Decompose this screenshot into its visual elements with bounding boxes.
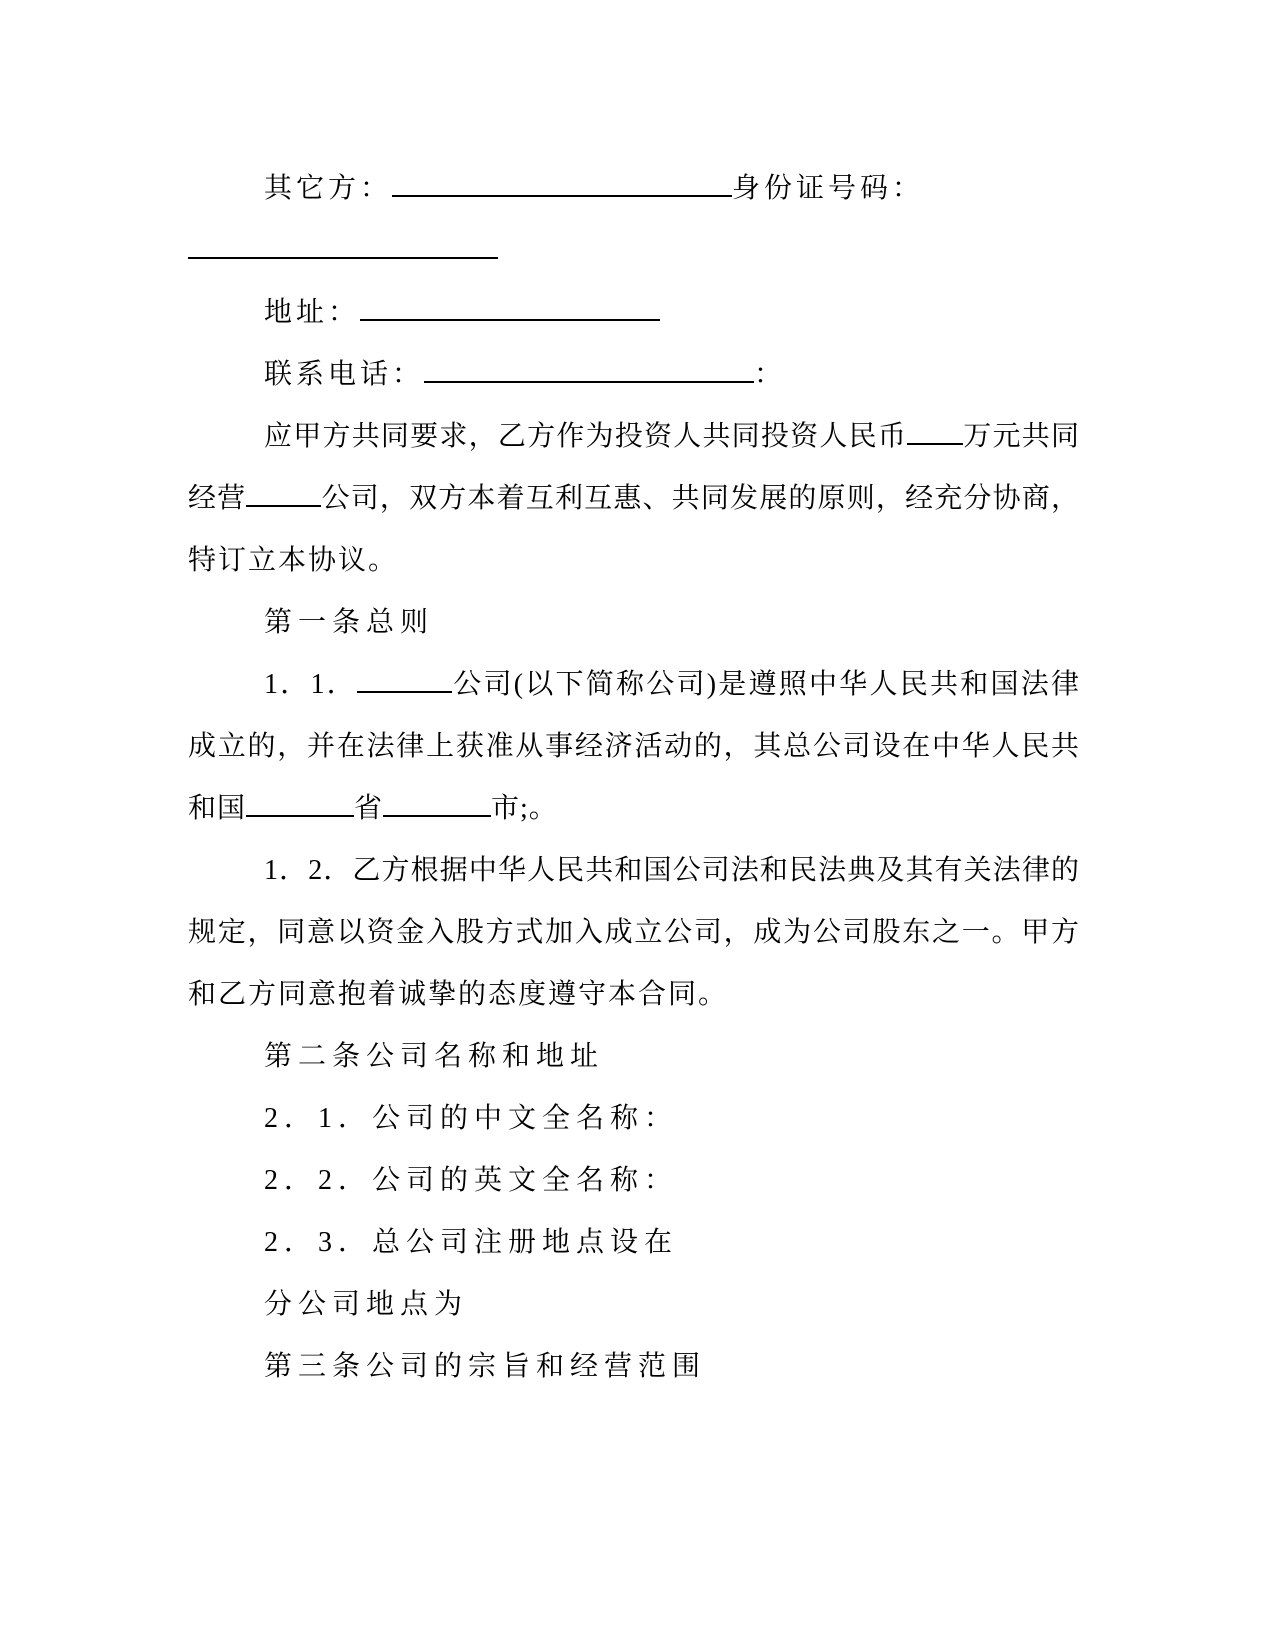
line-preamble-2-fill-in-blank (246, 503, 321, 507)
line-branch-location (264, 1274, 1080, 1336)
heading-article-3-text: 第三条公司的宗旨和经营范围 (264, 1351, 707, 1382)
heading-article-3 (264, 1336, 1080, 1398)
line-other-party (264, 158, 1080, 220)
heading-article-1 (264, 592, 1080, 654)
line-clause-2-2-text: 2．2．公司的英文全名称： (264, 1165, 679, 1196)
line-clause-1-1c (188, 778, 1080, 840)
line-clause-1-1a (264, 654, 1080, 716)
line-clause-2-3 (264, 1212, 1080, 1274)
heading-article-1-text: 第一条总则 (264, 607, 435, 638)
heading-article-2-text: 第二条公司名称和地址 (264, 1041, 605, 1072)
line-other-party-fill-in-blank (392, 193, 732, 197)
line-address-fill-in-blank (360, 317, 660, 321)
line-clause-1-1c-text: 和国 (188, 793, 247, 824)
line-phone-text: ： (754, 359, 787, 390)
heading-article-2 (264, 1026, 1080, 1088)
line-clause-1-1a-text: 公司(以下简称公司)是遵照中华人民共和国法律 (451, 669, 1080, 700)
line-clause-1-1c-text: 市;。 (491, 793, 558, 824)
line-clause-1-1a-text: 1．1． (264, 669, 357, 700)
line-address-text: 地址： (264, 297, 361, 328)
line-clause-1-2b (188, 902, 1080, 964)
line-clause-1-1b (188, 716, 1080, 778)
document-body (188, 158, 1080, 1398)
line-preamble-1-text: 应甲方共同要求，乙方作为投资人共同投资人民币 (264, 421, 908, 452)
line-phone-fill-in-blank (424, 379, 754, 383)
line-preamble-3-text: 特订立本协议。 (188, 545, 399, 576)
line-clause-1-1b-text: 成立的，并在法律上获准从事经济活动的，其总公司设在中华人民共 (188, 731, 1080, 762)
line-clause-1-2b-text: 规定，同意以资金入股方式加入成立公司，成为公司股东之一。甲方 (188, 917, 1080, 948)
line-clause-2-2 (264, 1150, 1080, 1212)
line-preamble-1-fill-in-blank (907, 441, 963, 445)
line-preamble-1-text: 万元共同 (963, 421, 1080, 452)
line-id-blank-continuation (188, 220, 1080, 282)
line-preamble-2-text: 公司，双方本着互利互惠、共同发展的原则，经充分协商， (321, 483, 1080, 514)
line-clause-1-2a (264, 840, 1080, 902)
line-preamble-2 (188, 468, 1080, 530)
line-other-party-text: 其它方： (264, 173, 393, 204)
line-clause-1-1a-fill-in-blank (357, 689, 452, 693)
line-address (264, 282, 1080, 344)
line-phone (264, 344, 1080, 406)
line-clause-2-1-text: 2．1．公司的中文全名称： (264, 1103, 679, 1134)
line-clause-1-2c-text: 和乙方同意抱着诚挚的态度遵守本合同。 (188, 979, 729, 1010)
line-clause-1-1c-text: 省 (354, 793, 384, 824)
line-preamble-1 (264, 406, 1080, 468)
line-clause-1-1c-fill-in-blank (383, 813, 491, 817)
line-id-blank-continuation-fill-in-blank (188, 255, 498, 259)
line-preamble-2-text: 经营 (188, 483, 247, 514)
line-clause-2-1 (264, 1088, 1080, 1150)
line-clause-1-2c (188, 964, 1080, 1026)
line-clause-1-1c-fill-in-blank (246, 813, 354, 817)
line-branch-location-text: 分公司地点为 (264, 1289, 469, 1320)
line-preamble-3 (188, 530, 1080, 592)
line-other-party-text: 身份证号码： (732, 173, 925, 204)
line-phone-text: 联系电话： (264, 359, 425, 390)
line-clause-1-2a-text: 1．2．乙方根据中华人民共和国公司法和民法典及其有关法律的 (264, 855, 1080, 886)
line-clause-2-3-text: 2．3．总公司注册地点设在 (264, 1227, 679, 1258)
